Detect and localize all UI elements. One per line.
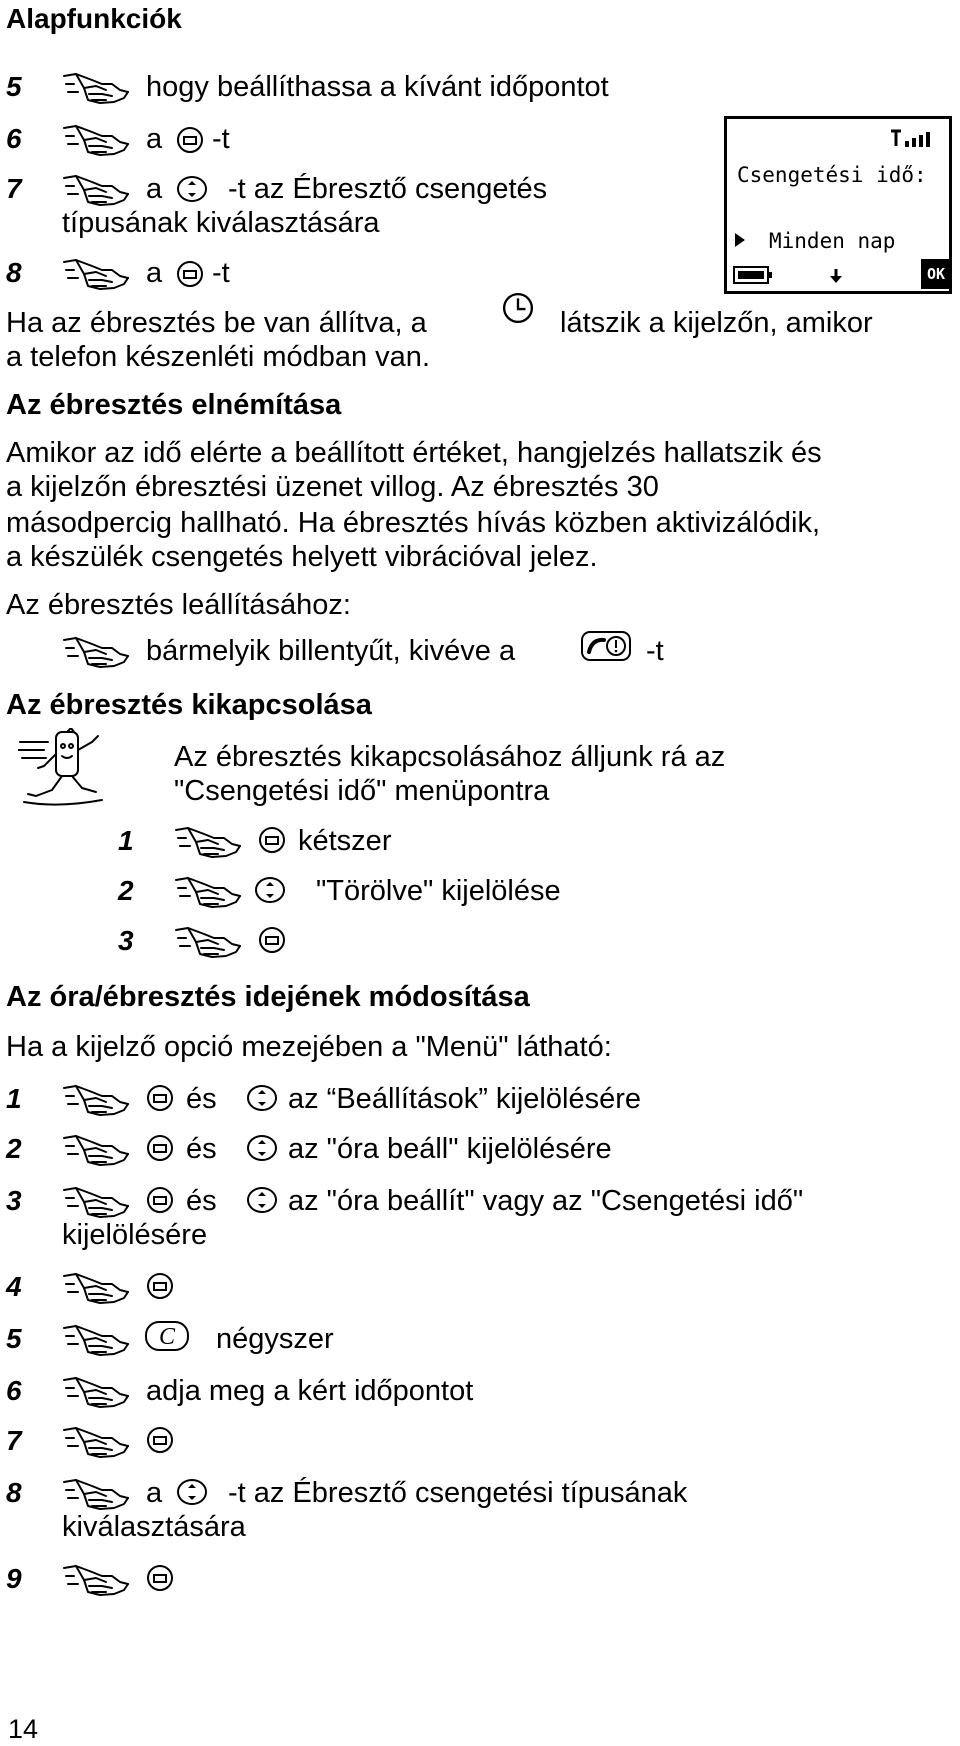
pointer-arrow-icon: [733, 231, 747, 249]
navigation-key-icon: [176, 175, 208, 203]
select-key-icon: [146, 1134, 174, 1162]
select-key-icon: [146, 1272, 174, 1300]
paragraph-line: a készülék csengetés helyett vibrációval jelez.: [6, 541, 598, 573]
step-number: 1: [118, 825, 134, 856]
step-number: 5: [6, 71, 22, 102]
step-number: 9: [6, 1563, 22, 1594]
page-header: Alapfunkciók: [6, 3, 182, 34]
hand-press-icon: [62, 70, 132, 106]
step-number: 6: [6, 1375, 22, 1406]
navigation-key-icon: [176, 1478, 208, 1506]
step-text: kétszer: [298, 825, 392, 857]
step-text: bármelyik billentyűt, kivéve a: [146, 635, 516, 667]
step-text: az "óra beáll" kijelölésére: [288, 1133, 612, 1165]
step-number: 8: [6, 1477, 22, 1508]
running-phone-mascot-icon: [18, 728, 108, 808]
step-text: hogy beállíthassa a kívánt időpontot: [146, 71, 609, 103]
section-heading: Az óra/ébresztés idejének módosítása: [6, 981, 530, 1013]
step-text: az “Beállítások” kijelölésére: [288, 1083, 641, 1115]
lcd-value: Minden nap: [769, 229, 896, 253]
alarm-note: látszik a kijelzőn, amikor: [560, 307, 873, 339]
alarm-note: Ha az ébresztés be van állítva, a: [6, 307, 427, 339]
step-text: és: [186, 1133, 217, 1165]
tip-text: "Csengetési idő" menüpontra: [174, 775, 550, 807]
step-number: 6: [6, 123, 22, 154]
hand-press-icon: [62, 1270, 132, 1306]
step-number: 3: [118, 925, 134, 956]
hand-press-icon: [62, 1132, 132, 1168]
alarm-note: a telefon készenléti módban van.: [6, 341, 430, 373]
step-number: 4: [6, 1271, 22, 1302]
phone-display: [724, 116, 952, 294]
signal-strength-icon: [891, 129, 935, 149]
step-number: 7: [6, 1425, 22, 1456]
select-key-icon: [146, 1186, 174, 1214]
navigation-key-icon: [254, 876, 286, 904]
hand-press-icon: [62, 122, 132, 158]
clear-key-icon: [144, 1320, 190, 1352]
hand-press-icon: [174, 924, 244, 960]
hand-press-icon: [62, 1476, 132, 1512]
select-key-icon: [146, 1426, 174, 1454]
step-number: 2: [118, 875, 134, 906]
step-text: -t az Ébresztő csengetés: [228, 173, 548, 205]
battery-icon: [733, 265, 773, 285]
hand-press-icon: [62, 634, 132, 670]
select-key-icon: [176, 126, 204, 154]
down-arrow-icon: [827, 267, 845, 285]
select-key-icon: [258, 826, 286, 854]
step-number: 7: [6, 173, 22, 204]
step-text: az "óra beállít" vagy az "Csengetési idő": [288, 1185, 804, 1217]
lcd-label: Csengetési idő:: [737, 163, 927, 187]
hand-press-icon: [62, 1424, 132, 1460]
select-key-icon: [258, 926, 286, 954]
hand-press-icon: [174, 824, 244, 860]
step-text: "Törölve" kijelölése: [316, 875, 561, 907]
step-text: a: [146, 173, 163, 205]
select-key-icon: [146, 1084, 174, 1112]
page-number: 14: [8, 1714, 39, 1744]
paragraph-line: másodpercig hallható. Ha ébresztés hívás közben aktivizálódik,: [6, 507, 821, 539]
ok-softkey: OK: [921, 259, 951, 289]
section-heading: Az ébresztés elnémítása: [6, 389, 342, 421]
step-text: -t: [646, 635, 664, 667]
step-text: a: [146, 257, 163, 289]
step-text: kiválasztására: [62, 1511, 246, 1543]
step-number: 2: [6, 1133, 22, 1164]
select-key-icon: [176, 260, 204, 288]
step-text: és: [186, 1083, 217, 1115]
hand-press-icon: [62, 172, 132, 208]
end-key-icon: [580, 630, 632, 662]
hand-press-icon: [62, 1374, 132, 1410]
step-number: 1: [6, 1083, 22, 1114]
paragraph-line: Amikor az idő elérte a beállított értéket, hangjelzés hallatszik és: [6, 437, 822, 469]
clock-icon: [502, 292, 534, 324]
step-text: kijelölésére: [62, 1219, 208, 1251]
hand-press-icon: [62, 1562, 132, 1598]
hand-press-icon: [62, 256, 132, 292]
step-number: 5: [6, 1323, 22, 1354]
step-text: -t: [212, 123, 230, 155]
step-text: a: [146, 123, 163, 155]
stop-intro: Az ébresztés leállításához:: [6, 589, 351, 621]
navigation-key-icon: [246, 1134, 278, 1162]
hand-press-icon: [62, 1082, 132, 1118]
navigation-key-icon: [246, 1084, 278, 1112]
step-number: 3: [6, 1185, 22, 1216]
navigation-key-icon: [246, 1186, 278, 1214]
hand-press-icon: [62, 1322, 132, 1358]
section-heading: Az ébresztés kikapcsolása: [6, 689, 372, 721]
step-text: típusának kiválasztására: [62, 207, 380, 239]
hand-press-icon: [62, 1184, 132, 1220]
paragraph-line: a kijelzőn ébresztési üzenet villog. Az ébresztés 30: [6, 471, 659, 503]
step-text: -t az Ébresztő csengetési típusának: [228, 1477, 688, 1509]
select-key-icon: [146, 1564, 174, 1592]
step-text: a: [146, 1477, 163, 1509]
tip-text: Az ébresztés kikapcsolásához álljunk rá az: [174, 741, 726, 773]
step-text: négyszer: [216, 1323, 334, 1355]
hand-press-icon: [174, 874, 244, 910]
step-text: adja meg a kért időpontot: [146, 1375, 474, 1407]
step-text: -t: [212, 257, 230, 289]
section-intro: Ha a kijelző opció mezejében a "Menü" látható:: [6, 1031, 612, 1063]
step-number: 8: [6, 257, 22, 288]
step-text: és: [186, 1185, 217, 1217]
